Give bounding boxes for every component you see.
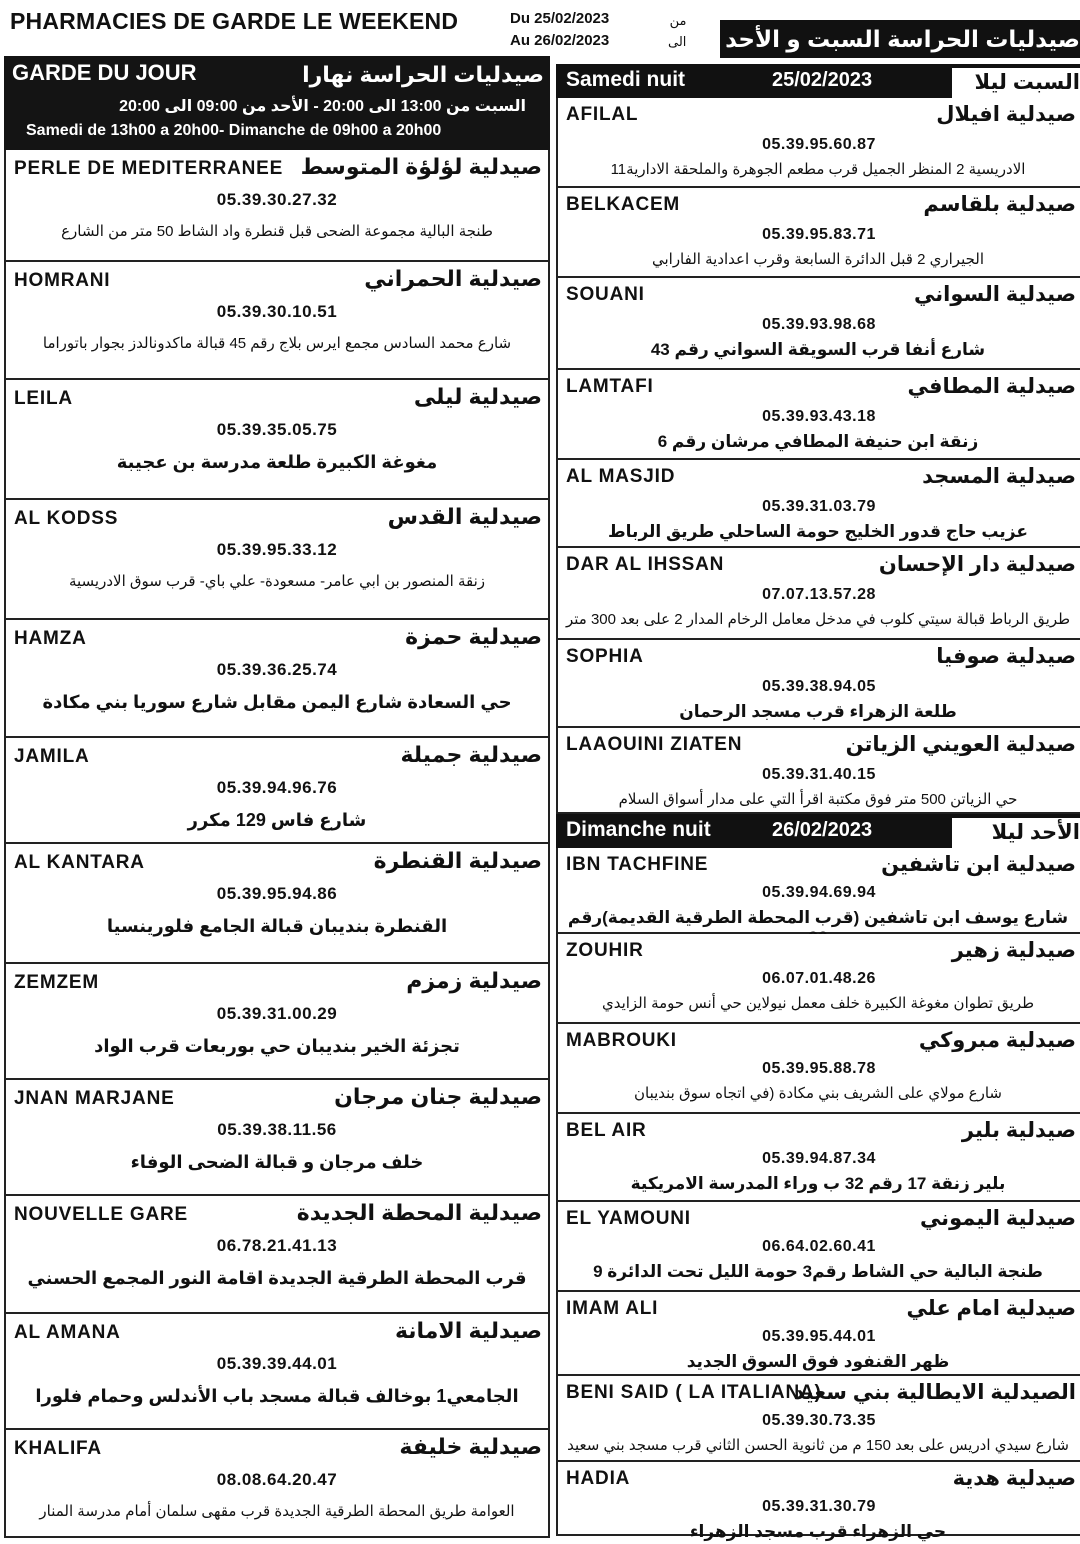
pharmacy-card <box>556 1462 1080 1541</box>
pharmacy-phone: 05.39.36.25.74 <box>216 660 338 679</box>
saturday-night-header <box>556 64 1080 98</box>
pharmacy-name-ar: صيدلية اليموني <box>919 1207 1076 1230</box>
pharmacy-address: طريق الرباط قبالة سيتي كلوب في مدخل معامل الرخام المدار 2 على بعد 300 متر <box>565 611 1071 628</box>
pharmacy-name-fr: PERLE DE MEDITERRANEE <box>14 158 284 179</box>
pharmacy-name-fr: BENI SAID ( LA ITALIANA) <box>566 1382 822 1403</box>
pharmacy-card <box>4 380 550 500</box>
pharmacy-name-fr: EL YAMOUNI <box>566 1208 691 1229</box>
pharmacy-name-fr: AL MASJID <box>566 466 676 487</box>
pharmacy-name-fr: IBN TACHFINE <box>566 854 709 875</box>
header-from-to-ar <box>668 10 686 52</box>
pharmacy-address: الجامعي1 بوخالف قبالة مسجد باب الأندلس وحمام فلورا <box>35 1386 519 1406</box>
pharmacy-name-fr: ZOUHIR <box>566 940 644 961</box>
saturday-night-label-fr: Samedi nuit <box>566 68 686 91</box>
day-duty-times-fr: Samedi de 13h00 a 20h00- Dimanche de 09h00 a 20h00 <box>26 122 442 139</box>
pharmacy-name-ar: صيدلية جميلة <box>400 742 542 767</box>
pharmacy-name-fr: JNAN MARJANE <box>14 1088 175 1109</box>
saturday-night-list <box>556 98 1080 814</box>
pharmacy-name-ar: صيدلية خليفة <box>399 1434 542 1459</box>
pharmacy-name-ar: صيدلية زمزم <box>406 968 542 993</box>
header-title-fr: PHARMACIES DE GARDE LE WEEKEND <box>10 8 459 34</box>
pharmacy-phone: 05.39.93.43.18 <box>762 408 876 425</box>
pharmacy-address: زنقة ابن حنيفة المطافي مرشان رقم 6 <box>657 432 979 451</box>
header-title-ar-text: صيدليات الحراسة السبت و الأحد <box>725 26 1080 52</box>
day-duty-times-ar: السبت من 13:00 الى 20:00 - الأحد من 09:00 الى 20:00 <box>119 98 526 115</box>
day-duty-list <box>4 150 550 1538</box>
pharmacy-address: شارع مولاي على الشريف بني مكادة (في اتجاه سوق بنديبان <box>633 1085 1002 1102</box>
pharmacy-name-ar: صيدلية امام علي <box>906 1297 1076 1320</box>
pharmacy-card <box>556 548 1080 640</box>
pharmacy-phone: 05.39.95.94.86 <box>216 884 338 903</box>
pharmacy-address: شارع محمد السادس مجمع ايرس بلاج رقم 45 قبالة ماكدونالدز بجوار باتوراما <box>42 335 512 352</box>
pharmacy-address: طنجة البالية مجموعة الضحى قبل قنطرة واد الشاط 50 متر من الشارع <box>61 223 493 240</box>
pharmacy-address: خلف مرجان و قبالة الضحى الوفاء <box>130 1152 424 1172</box>
pharmacy-card <box>556 460 1080 548</box>
pharmacy-phone: 05.39.38.94.05 <box>762 678 876 695</box>
pharmacy-address: حي الزياتن 500 متر فوق مكتبة اقرأ التي على مدار أسواق السلام <box>618 791 1018 808</box>
pharmacy-name-ar: صيدلية بلير <box>961 1119 1076 1142</box>
pharmacy-name-fr: NOUVELLE GARE <box>14 1204 189 1225</box>
sunday-night-header <box>556 814 1080 848</box>
pharmacy-phone: 05.39.95.44.01 <box>762 1328 876 1345</box>
pharmacy-card <box>556 640 1080 728</box>
pharmacy-card <box>556 1114 1080 1202</box>
date-from: Du 25/02/2023 <box>510 10 610 27</box>
pharmacy-phone: 05.39.30.73.35 <box>762 1412 876 1429</box>
pharmacy-name-fr: LEILA <box>14 388 73 409</box>
pharmacy-card <box>556 728 1080 814</box>
pharmacy-address: طريق تطوان مغوغة الكبيرة خلف معمل نيولاين حي أنس حومة الزايدي <box>601 995 1035 1012</box>
pharmacy-phone: 06.07.01.48.26 <box>762 970 876 987</box>
day-duty-header <box>4 56 550 150</box>
pharmacy-name-fr: SOPHIA <box>566 646 644 667</box>
pharmacy-name-ar: صيدلية ابن تاشفين <box>881 853 1076 876</box>
pharmacy-name-ar: صيدلية العويني الزياتن <box>845 733 1076 756</box>
pharmacy-name-ar: صيدلية صوفيا <box>936 645 1076 668</box>
day-duty-title-ar: صيدليات الحراسة نهارا <box>302 62 544 87</box>
pharmacy-phone: 05.39.31.30.79 <box>762 1498 876 1515</box>
pharmacy-phone: 05.39.31.40.15 <box>762 766 876 783</box>
pharmacy-name-fr: AL AMANA <box>14 1322 121 1343</box>
pharmacy-phone: 05.39.95.88.78 <box>762 1060 876 1077</box>
pharmacy-address: الجيراري 2 قبل الدائرة السابعة وقرب اعدادية الفارابي <box>651 251 985 268</box>
pharmacy-card <box>4 1080 550 1196</box>
saturday-night-label-ar: السبت ليلا <box>952 68 1080 98</box>
saturday-night-date: 25/02/2023 <box>772 69 873 91</box>
pharmacy-card <box>4 1430 550 1538</box>
pharmacy-name-ar: صيدلية افيلال <box>936 103 1076 126</box>
pharmacy-address: شارع يوسف ابن تاشفين (قرب المحطة الطرقية القديمة)رقم <box>567 908 1069 927</box>
pharmacy-card <box>556 934 1080 1024</box>
pharmacy-phone: 06.64.02.60.41 <box>762 1238 876 1255</box>
pharmacy-name-ar: صيدلية بلقاسم <box>923 193 1076 216</box>
pharmacy-phone: 05.39.31.03.79 <box>762 498 876 515</box>
date-to: Au 26/02/2023 <box>510 32 610 49</box>
pharmacy-card <box>556 1376 1080 1462</box>
pharmacy-phone: 05.39.30.10.51 <box>216 302 338 321</box>
pharmacy-name-ar: صيدلية جنان مرجان <box>334 1084 542 1109</box>
from-ar: من <box>669 13 687 28</box>
pharmacy-phone: 05.39.94.87.34 <box>762 1150 876 1167</box>
pharmacy-card <box>556 1202 1080 1292</box>
pharmacy-name-ar: صيدلية القنطرة <box>373 848 542 873</box>
pharmacy-address: شارع أنفا قرب السويقة السواني رقم 43 <box>650 340 986 359</box>
pharmacy-phone: 05.39.94.96.76 <box>216 778 338 797</box>
pharmacy-name-ar: صيدلية القدس <box>387 504 542 529</box>
pharmacy-address: بلير زنقة 17 رقم 32 ب وراء المدرسة الامريكية <box>630 1174 1006 1193</box>
pharmacy-name-fr: ZEMZEM <box>14 972 100 993</box>
pharmacy-address: قرب المحطة الطرقية الجديدة اقامة النور المجمع الحسني <box>27 1268 527 1288</box>
pharmacy-name-ar: الصيدلية الايطالية بني سعيد <box>793 1381 1076 1404</box>
pharmacy-address: عزيب حاج قدور الخليج حومة الساحلي طريق الرباط <box>608 522 1028 541</box>
pharmacy-address: حي الزهراء قرب مسجد الزهراء <box>689 1522 947 1541</box>
pharmacy-name-ar: صيدلية حمزة <box>405 624 542 649</box>
pharmacy-card <box>556 278 1080 370</box>
pharmacy-address: تجزئة الخير بنديبان حي بوربعات قرب الواد <box>94 1036 460 1056</box>
pharmacy-phone: 05.39.35.05.75 <box>216 420 338 439</box>
header-dates <box>510 8 609 52</box>
pharmacy-address: ظهر القنفود فوق السوق الجديد <box>686 1352 950 1371</box>
pharmacy-name-ar: صيدلية المطافي <box>907 375 1076 398</box>
pharmacy-card <box>4 500 550 620</box>
pharmacy-card <box>4 1196 550 1314</box>
pharmacy-name-ar: صيدلية لؤلؤة المتوسط <box>300 154 542 179</box>
pharmacy-name-fr: MABROUKI <box>566 1030 677 1051</box>
pharmacy-address: القنطرة بنديبان قبالة الجامع فلورينسيا <box>106 916 448 936</box>
header-title-ar <box>720 20 1080 58</box>
pharmacy-name-fr: BEL AIR <box>566 1120 647 1141</box>
pharmacy-card <box>556 188 1080 278</box>
day-duty-column <box>4 56 550 1544</box>
pharmacy-card <box>556 1024 1080 1114</box>
pharmacy-card <box>556 98 1080 188</box>
pharmacy-name-fr: LAMTAFI <box>566 376 654 397</box>
pharmacy-card <box>556 848 1080 934</box>
pharmacy-phone: 05.39.95.33.12 <box>216 540 338 559</box>
pharmacy-card <box>4 150 550 262</box>
pharmacy-address: مغوغة الكبيرة طلعة مدرسة بن عجيبة <box>116 452 438 472</box>
pharmacy-card <box>556 1292 1080 1376</box>
pharmacy-phone: 08.08.64.20.47 <box>216 1470 338 1489</box>
pharmacy-card <box>4 262 550 380</box>
pharmacy-name-fr: LAAOUINI ZIATEN <box>566 734 743 755</box>
pharmacy-phone: 05.39.93.98.68 <box>762 316 876 333</box>
pharmacy-phone: 05.39.39.44.01 <box>216 1354 338 1373</box>
pharmacy-name-fr: SOUANI <box>566 284 645 305</box>
pharmacy-name-ar: صيدلية هدية <box>952 1467 1076 1490</box>
pharmacy-name-fr: KHALIFA <box>14 1438 102 1459</box>
pharmacy-address: زنقة المنصور بن ابي عامر- مسعودة- علي باي- قرب سوق الادريسية <box>68 573 486 590</box>
pharmacy-address: شارع سيدي ادريس على بعد 150 م من ثانوية الحسن الثاني قرب مسجد بني سعيد <box>567 1437 1069 1454</box>
sunday-night-label-ar: الأحد ليلا <box>952 818 1080 848</box>
pharmacy-name-ar: صيدلية زهير <box>951 939 1076 962</box>
pharmacy-name-ar: صيدلية المسجد <box>922 465 1076 488</box>
pharmacy-name-ar: صيدلية مبروكي <box>918 1029 1076 1052</box>
pharmacy-name-ar: صيدلية ليلى <box>413 384 542 409</box>
pharmacy-address: شارع فاس 129 مكرر <box>187 810 367 830</box>
pharmacy-phone: 05.39.95.83.71 <box>762 226 876 243</box>
pharmacy-name-fr: AL KANTARA <box>14 852 145 873</box>
pharmacy-name-fr: AL KODSS <box>14 508 119 529</box>
pharmacy-phone: 05.39.95.60.87 <box>762 136 876 153</box>
pharmacy-name-ar: صيدلية الحمراني <box>364 266 542 291</box>
pharmacy-name-fr: IMAM ALI <box>566 1298 659 1319</box>
pharmacy-address: الادريسية 2 المنظر الجميل قرب مطعم الجوهرة والملحقة الادارية11 <box>610 161 1026 178</box>
pharmacy-phone: 06.78.21.41.13 <box>216 1236 338 1255</box>
document-header <box>0 0 1080 60</box>
pharmacy-name-fr: AFILAL <box>566 104 639 125</box>
pharmacy-name-ar: صيدلية دار الإحسان <box>878 553 1076 576</box>
day-duty-title-fr: GARDE DU JOUR <box>12 60 197 85</box>
pharmacy-name-fr: BELKACEM <box>566 194 681 215</box>
pharmacy-name-fr: HOMRANI <box>14 270 111 291</box>
pharmacy-phone: 05.39.94.69.94 <box>762 884 876 901</box>
pharmacy-address: العوامة طريق المحطة الطرقية الجديدة قرب مقهى سلمان أمام مدرسة المنار <box>39 1503 515 1520</box>
pharmacy-address: طلعة الزهراء قرب مسجد الرحمان <box>679 702 957 721</box>
pharmacy-card <box>4 620 550 738</box>
pharmacy-address: حي السعادة شارع اليمن مقابل شارع سوريا بني مكادة <box>42 692 512 712</box>
pharmacy-name-fr: HADIA <box>566 1468 631 1489</box>
sunday-night-list <box>556 848 1080 1541</box>
sunday-night-label-fr: Dimanche nuit <box>566 818 711 841</box>
pharmacy-card <box>4 844 550 964</box>
pharmacy-phone: 05.39.38.11.56 <box>217 1120 337 1139</box>
pharmacy-name-ar: صيدلية الامانة <box>394 1318 542 1343</box>
night-duty-column <box>556 64 1080 1544</box>
pharmacy-card <box>4 738 550 844</box>
pharmacy-phone: 05.39.31.00.29 <box>216 1004 338 1023</box>
pharmacy-name-fr: HAMZA <box>14 628 87 649</box>
pharmacy-card <box>556 370 1080 460</box>
to-ar: الى <box>668 34 687 49</box>
pharmacy-card <box>4 964 550 1080</box>
pharmacy-phone: 07.07.13.57.28 <box>762 586 876 603</box>
pharmacy-card <box>4 1314 550 1430</box>
pharmacy-address: طنجة البالية حي الشاط رقم3 حومة الليل تحت الدائرة 9 <box>593 1262 1043 1281</box>
pharmacy-name-ar: صيدلية السواني <box>914 283 1076 306</box>
pharmacy-name-fr: DAR AL IHSSAN <box>566 554 725 575</box>
pharmacy-name-ar: صيدلية المحطة الجديدة <box>296 1200 542 1225</box>
pharmacy-phone: 05.39.30.27.32 <box>216 190 338 209</box>
sunday-night-date: 26/02/2023 <box>772 819 873 841</box>
pharmacy-name-fr: JAMILA <box>14 746 90 767</box>
